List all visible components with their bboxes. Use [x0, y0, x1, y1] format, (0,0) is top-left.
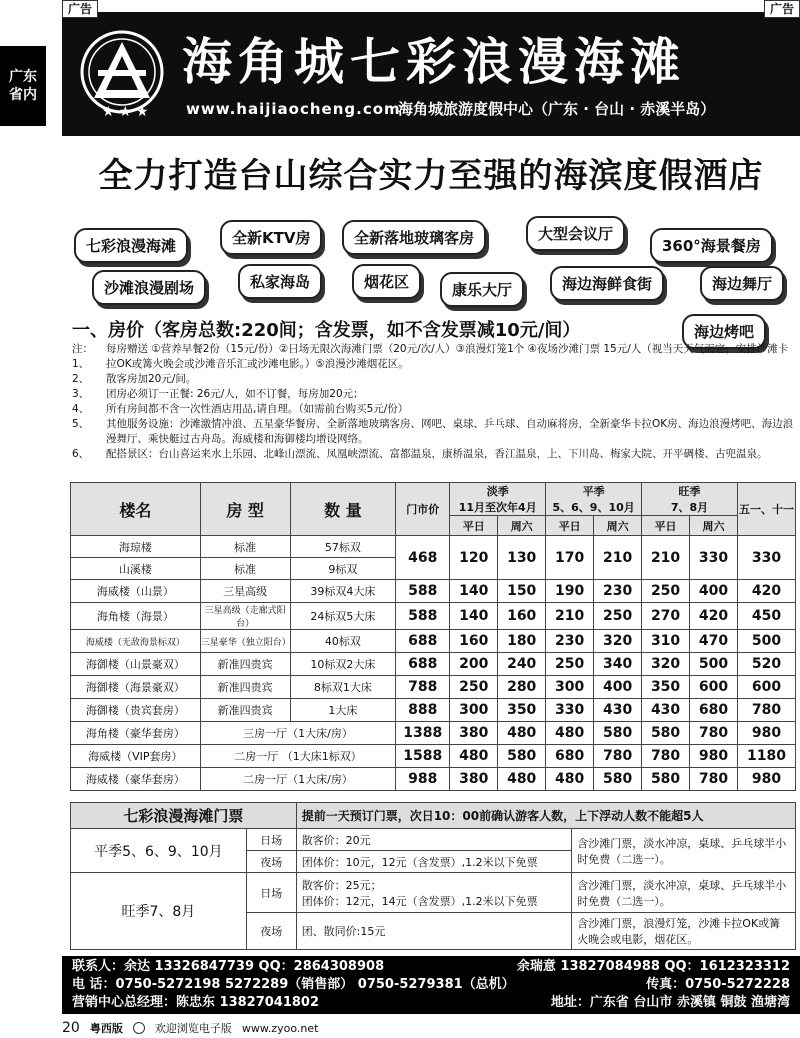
cell-price: 270	[642, 603, 690, 630]
cell-rack: 468	[396, 536, 450, 580]
cell-price: 380	[450, 768, 498, 791]
col-header-weekday: 平日	[642, 516, 690, 536]
cell-price: 350	[498, 699, 546, 722]
cell-price: 480	[498, 722, 546, 745]
beach-ticket-table	[70, 802, 796, 950]
cell-price: 980	[737, 722, 795, 745]
ad-label-left: 广告	[62, 0, 98, 18]
cell-type: 新准四贵宾	[200, 699, 290, 722]
address: 地址：广东省 台山市 赤溪镇 铜鼓 渔塘湾	[550, 995, 790, 1010]
feature-bubble: 私家海岛	[238, 264, 322, 299]
cell-building: 海御楼（海景豪双）	[71, 676, 201, 699]
room-rate-table	[70, 482, 796, 791]
footer-site-link[interactable]: www.zyoo.net	[241, 1021, 319, 1035]
col-header-saturday: 周六	[498, 516, 546, 536]
feature-bubble: 全新KTV房	[220, 220, 322, 255]
cell-type: 三星高级（走廊式阳台）	[200, 603, 290, 630]
cell-price: 420	[690, 603, 738, 630]
cell-qty: 8标双1大床	[290, 676, 396, 699]
ticket-title: 七彩浪漫海滩门票	[71, 803, 297, 829]
logo-icon	[76, 28, 168, 120]
cell-rack: 688	[396, 630, 450, 653]
col-header-mid-season: 平季 5、6、9、10月	[546, 483, 642, 516]
cell-price: 480	[546, 768, 594, 791]
cell-qty: 24标双5大床	[290, 603, 396, 630]
ticket-price: 团、散同价:15元	[296, 913, 572, 950]
cell-price: 120	[450, 536, 498, 580]
ticket-includes: 含沙滩门票，淡水冲凉，桌球、乒乓球半小时免费（二选一）。	[572, 829, 796, 873]
ticket-includes: 含沙滩门票，浪漫灯笼，沙滩卡拉OK或篝火晚会或电影，烟花区。	[572, 913, 796, 950]
cell-price: 140	[450, 603, 498, 630]
cell-building: 海琼楼	[71, 536, 201, 558]
cell-price: 430	[594, 699, 642, 722]
table-row	[71, 676, 796, 699]
cell-building: 海角楼（豪华套房）	[71, 722, 201, 745]
cell-price: 240	[498, 653, 546, 676]
ebook-invite: 欢迎浏览电子版	[154, 1022, 232, 1035]
cell-price: 300	[450, 699, 498, 722]
cell-price: 350	[642, 676, 690, 699]
cell-type: 标准	[200, 536, 290, 558]
svg-text:★ ★ ★: ★ ★ ★	[102, 104, 149, 120]
cell-price: 400	[594, 676, 642, 699]
cell-type: 新准四贵宾	[200, 676, 290, 699]
cell-building: 海角楼（海景）	[71, 603, 201, 630]
cell-qty: 57标双	[290, 536, 396, 558]
feature-bubble: 沙滩浪漫剧场	[92, 270, 206, 305]
cell-price: 680	[546, 745, 594, 768]
cell-price: 480	[498, 768, 546, 791]
cell-price: 340	[594, 653, 642, 676]
contact-person: 余瑞意 13827084988 QQ：1612323312	[516, 959, 790, 974]
manager: 营销中心总经理：陈忠东 13827041802	[72, 995, 320, 1010]
table-row	[71, 536, 796, 558]
cell-price: 200	[450, 653, 498, 676]
cell-price: 170	[546, 536, 594, 580]
ticket-price: 团体价：10元，12元（含发票）,1.2米以下免票	[296, 851, 572, 873]
cell-rack: 788	[396, 676, 450, 699]
day-slot: 日场	[246, 829, 296, 851]
header-banner	[62, 12, 800, 136]
cell-price: 580	[498, 745, 546, 768]
cell-building: 山溪楼	[71, 558, 201, 580]
cell-building: 海威楼（豪华套房）	[71, 768, 201, 791]
cell-type: 三星高级	[200, 580, 290, 603]
night-slot: 夜场	[246, 913, 296, 950]
page-number: 20	[62, 1020, 80, 1036]
cell-qty: 39标双4大床	[290, 580, 396, 603]
cell-type: 三房一厅（1大床/房）	[200, 722, 396, 745]
col-header-room-type: 房 型	[200, 483, 290, 536]
cell-rack: 988	[396, 768, 450, 791]
slogan: 全力打造台山综合实力至强的海滨度假酒店	[98, 156, 764, 196]
cell-price: 450	[737, 603, 795, 630]
cell-price: 300	[546, 676, 594, 699]
edition: 粤西版	[89, 1022, 123, 1035]
col-header-weekday: 平日	[546, 516, 594, 536]
col-header-rack-rate: 门市价	[396, 483, 450, 536]
ad-label-right: 广告	[764, 0, 800, 18]
table-row	[71, 768, 796, 791]
cell-price: 400	[690, 580, 738, 603]
cell-price: 980	[690, 745, 738, 768]
cell-price: 780	[690, 768, 738, 791]
cell-price: 500	[690, 653, 738, 676]
col-header-low-season: 淡季 11月至次年4月	[450, 483, 546, 516]
cell-qty: 1大床	[290, 699, 396, 722]
ebook-icon	[133, 1022, 145, 1034]
region-tab: 广东省内	[0, 46, 46, 126]
cell-price: 470	[690, 630, 738, 653]
ticket-notice: 提前一天预订门票，次日10：00前确认游客人数，上下浮动人数不能超5人	[296, 803, 795, 829]
col-header-saturday: 周六	[690, 516, 738, 536]
cell-price: 160	[450, 630, 498, 653]
cell-rack: 588	[396, 603, 450, 630]
cell-type: 新准四贵宾	[200, 653, 290, 676]
cell-building: 海御楼（山景豪双）	[71, 653, 201, 676]
cell-price: 680	[690, 699, 738, 722]
phone-numbers: 电 话：0750-5272198 5272289（销售部） 0750-5279381（总机）	[72, 977, 515, 992]
cell-building: 海威楼（VIP套房）	[71, 745, 201, 768]
cell-price: 520	[737, 653, 795, 676]
cell-price: 310	[642, 630, 690, 653]
cell-price: 380	[450, 722, 498, 745]
cell-price: 600	[737, 676, 795, 699]
cell-price: 580	[594, 722, 642, 745]
feature-bubble: 康乐大厅	[440, 272, 524, 307]
peak-season-label: 旺季7、8月	[71, 873, 247, 950]
col-header-holiday: 五一、十一	[737, 483, 795, 536]
cell-price: 1180	[737, 745, 795, 768]
cell-price: 140	[450, 580, 498, 603]
cell-rack: 1388	[396, 722, 450, 745]
night-slot: 夜场	[246, 851, 296, 873]
cell-type: 三星豪华（独立阳台）	[200, 630, 290, 653]
cell-price: 210	[594, 536, 642, 580]
fax-number: 传真：0750-5272228	[646, 977, 790, 992]
cell-price: 580	[642, 768, 690, 791]
cell-price: 250	[594, 603, 642, 630]
cell-price: 600	[690, 676, 738, 699]
col-header-building: 楼名	[71, 483, 201, 536]
note-item: 2、 散客房加20元/间。	[72, 373, 197, 385]
cell-building: 海威楼（山景）	[71, 580, 201, 603]
cell-type: 标准	[200, 558, 290, 580]
cell-type: 二房一厅（1大床/房）	[200, 768, 396, 791]
cell-price: 180	[498, 630, 546, 653]
feature-bubble: 烟花区	[352, 264, 421, 299]
feature-bubble: 七彩浪漫海滩	[74, 228, 188, 263]
feature-bubble: 海边烤吧	[682, 314, 766, 349]
page-footer	[62, 1020, 800, 1036]
cell-price: 210	[642, 536, 690, 580]
cell-price: 580	[642, 722, 690, 745]
mid-season-label: 平季5、6、9、10月	[71, 829, 247, 873]
cell-price: 160	[498, 603, 546, 630]
feature-bubble: 海边舞厅	[700, 266, 784, 301]
cell-price: 780	[594, 745, 642, 768]
cell-price: 150	[498, 580, 546, 603]
col-header-quantity: 数 量	[290, 483, 396, 536]
notes-list	[72, 342, 796, 462]
cell-price: 330	[737, 536, 795, 580]
cell-price: 230	[594, 580, 642, 603]
note-item: 5、 其他服务设施：沙滩激情冲浪、五星豪华餐房、全新落地玻璃客房、网吧、桌球、乒乓球、自动麻将房，全新豪华卡拉OK房、海边浪漫烤吧、海边浪漫舞厅、乘快艇过古舟岛。海威楼和海御楼均增设网络。	[72, 418, 794, 445]
table-row	[71, 603, 796, 630]
cell-price: 780	[690, 722, 738, 745]
table-row	[71, 653, 796, 676]
feature-bubble: 大型会议厅	[526, 216, 625, 251]
contact-person: 联系人：余达 13326847739 QQ：2864308908	[72, 959, 385, 974]
cell-rack: 588	[396, 580, 450, 603]
resort-name: 海角城旅游度假中心（广东 · 台山 · 赤溪半岛）	[398, 100, 716, 118]
cell-rack: 888	[396, 699, 450, 722]
cell-price: 330	[690, 536, 738, 580]
table-row	[71, 745, 796, 768]
table-row	[71, 699, 796, 722]
note-item: 3、 团房必须订一正餐: 26元/人，如不订餐，每房加20元；	[72, 388, 364, 400]
price-section-title: 一、房价（客房总数:220间；含发票，如不含发票减10元/间）	[72, 320, 581, 341]
note-item: 注：1、 每房赠送 ①营养早餐2份（15元/份）②日场无限次海滩门票（20元/次/人）③浪漫灯笼1个 ④夜场沙滩门票 15元/人（视当天天气而定，安排沙滩卡拉OK或篝火晚会或沙滩音乐汇或沙滩电影。）⑤浪漫沙滩烟花区。	[72, 343, 789, 370]
cell-price: 130	[498, 536, 546, 580]
day-slot: 日场	[246, 873, 296, 913]
cell-building: 海御楼（贵宾套房）	[71, 699, 201, 722]
cell-rack: 688	[396, 653, 450, 676]
cell-price: 320	[594, 630, 642, 653]
cell-price: 480	[546, 722, 594, 745]
table-row	[71, 580, 796, 603]
table-row	[71, 722, 796, 745]
col-header-peak-season: 旺季 7、8月	[642, 483, 738, 516]
cell-price: 780	[642, 745, 690, 768]
ticket-price: 散客价：25元； 团体价：12元，14元（含发票）,1.2米以下免票	[296, 873, 572, 913]
cell-price: 250	[642, 580, 690, 603]
brand-name: 海角城七彩浪漫海滩	[182, 33, 686, 91]
cell-price: 580	[594, 768, 642, 791]
cell-price: 480	[450, 745, 498, 768]
cell-price: 280	[498, 676, 546, 699]
cell-qty: 40标双	[290, 630, 396, 653]
website-link[interactable]: www.haijiaocheng.com	[186, 100, 401, 118]
note-item: 4、 所有房间都不含一次性酒店用品,请自理。（如需前台购买5元/份）	[72, 403, 409, 415]
cell-price: 500	[737, 630, 795, 653]
note-item: 6、 配搭景区：台山喜运来水上乐园、北峰山漂流、凤凰峡漂流、富都温泉，康桥温泉，香江温泉，上、下川岛、梅家大院、开平碉楼、古兜温泉。	[72, 448, 768, 460]
cell-price: 230	[546, 630, 594, 653]
cell-type: 二房一厅 （1大床1标双）	[200, 745, 396, 768]
ticket-includes: 含沙滩门票，淡水冲凉，桌球、乒乓球半小时免费（二选一）。	[572, 873, 796, 913]
cell-qty: 10标双2大床	[290, 653, 396, 676]
cell-price: 210	[546, 603, 594, 630]
contact-bar	[62, 956, 800, 1014]
cell-price: 780	[737, 699, 795, 722]
cell-price: 420	[737, 580, 795, 603]
cell-qty: 9标双	[290, 558, 396, 580]
feature-bubble: 全新落地玻璃客房	[342, 220, 486, 255]
cell-building: 海威楼（无敌海景标双）	[71, 630, 201, 653]
cell-price: 330	[546, 699, 594, 722]
cell-price: 430	[642, 699, 690, 722]
cell-price: 250	[546, 653, 594, 676]
cell-price: 320	[642, 653, 690, 676]
cell-price: 190	[546, 580, 594, 603]
cell-price: 250	[450, 676, 498, 699]
feature-bubble: 海边海鲜食街	[550, 266, 664, 301]
col-header-saturday: 周六	[594, 516, 642, 536]
cell-price: 980	[737, 768, 795, 791]
ticket-price: 散客价：20元	[296, 829, 572, 851]
feature-bubble: 360°海景餐房	[650, 228, 773, 263]
table-row	[71, 630, 796, 653]
cell-rack: 1588	[396, 745, 450, 768]
col-header-weekday: 平日	[450, 516, 498, 536]
